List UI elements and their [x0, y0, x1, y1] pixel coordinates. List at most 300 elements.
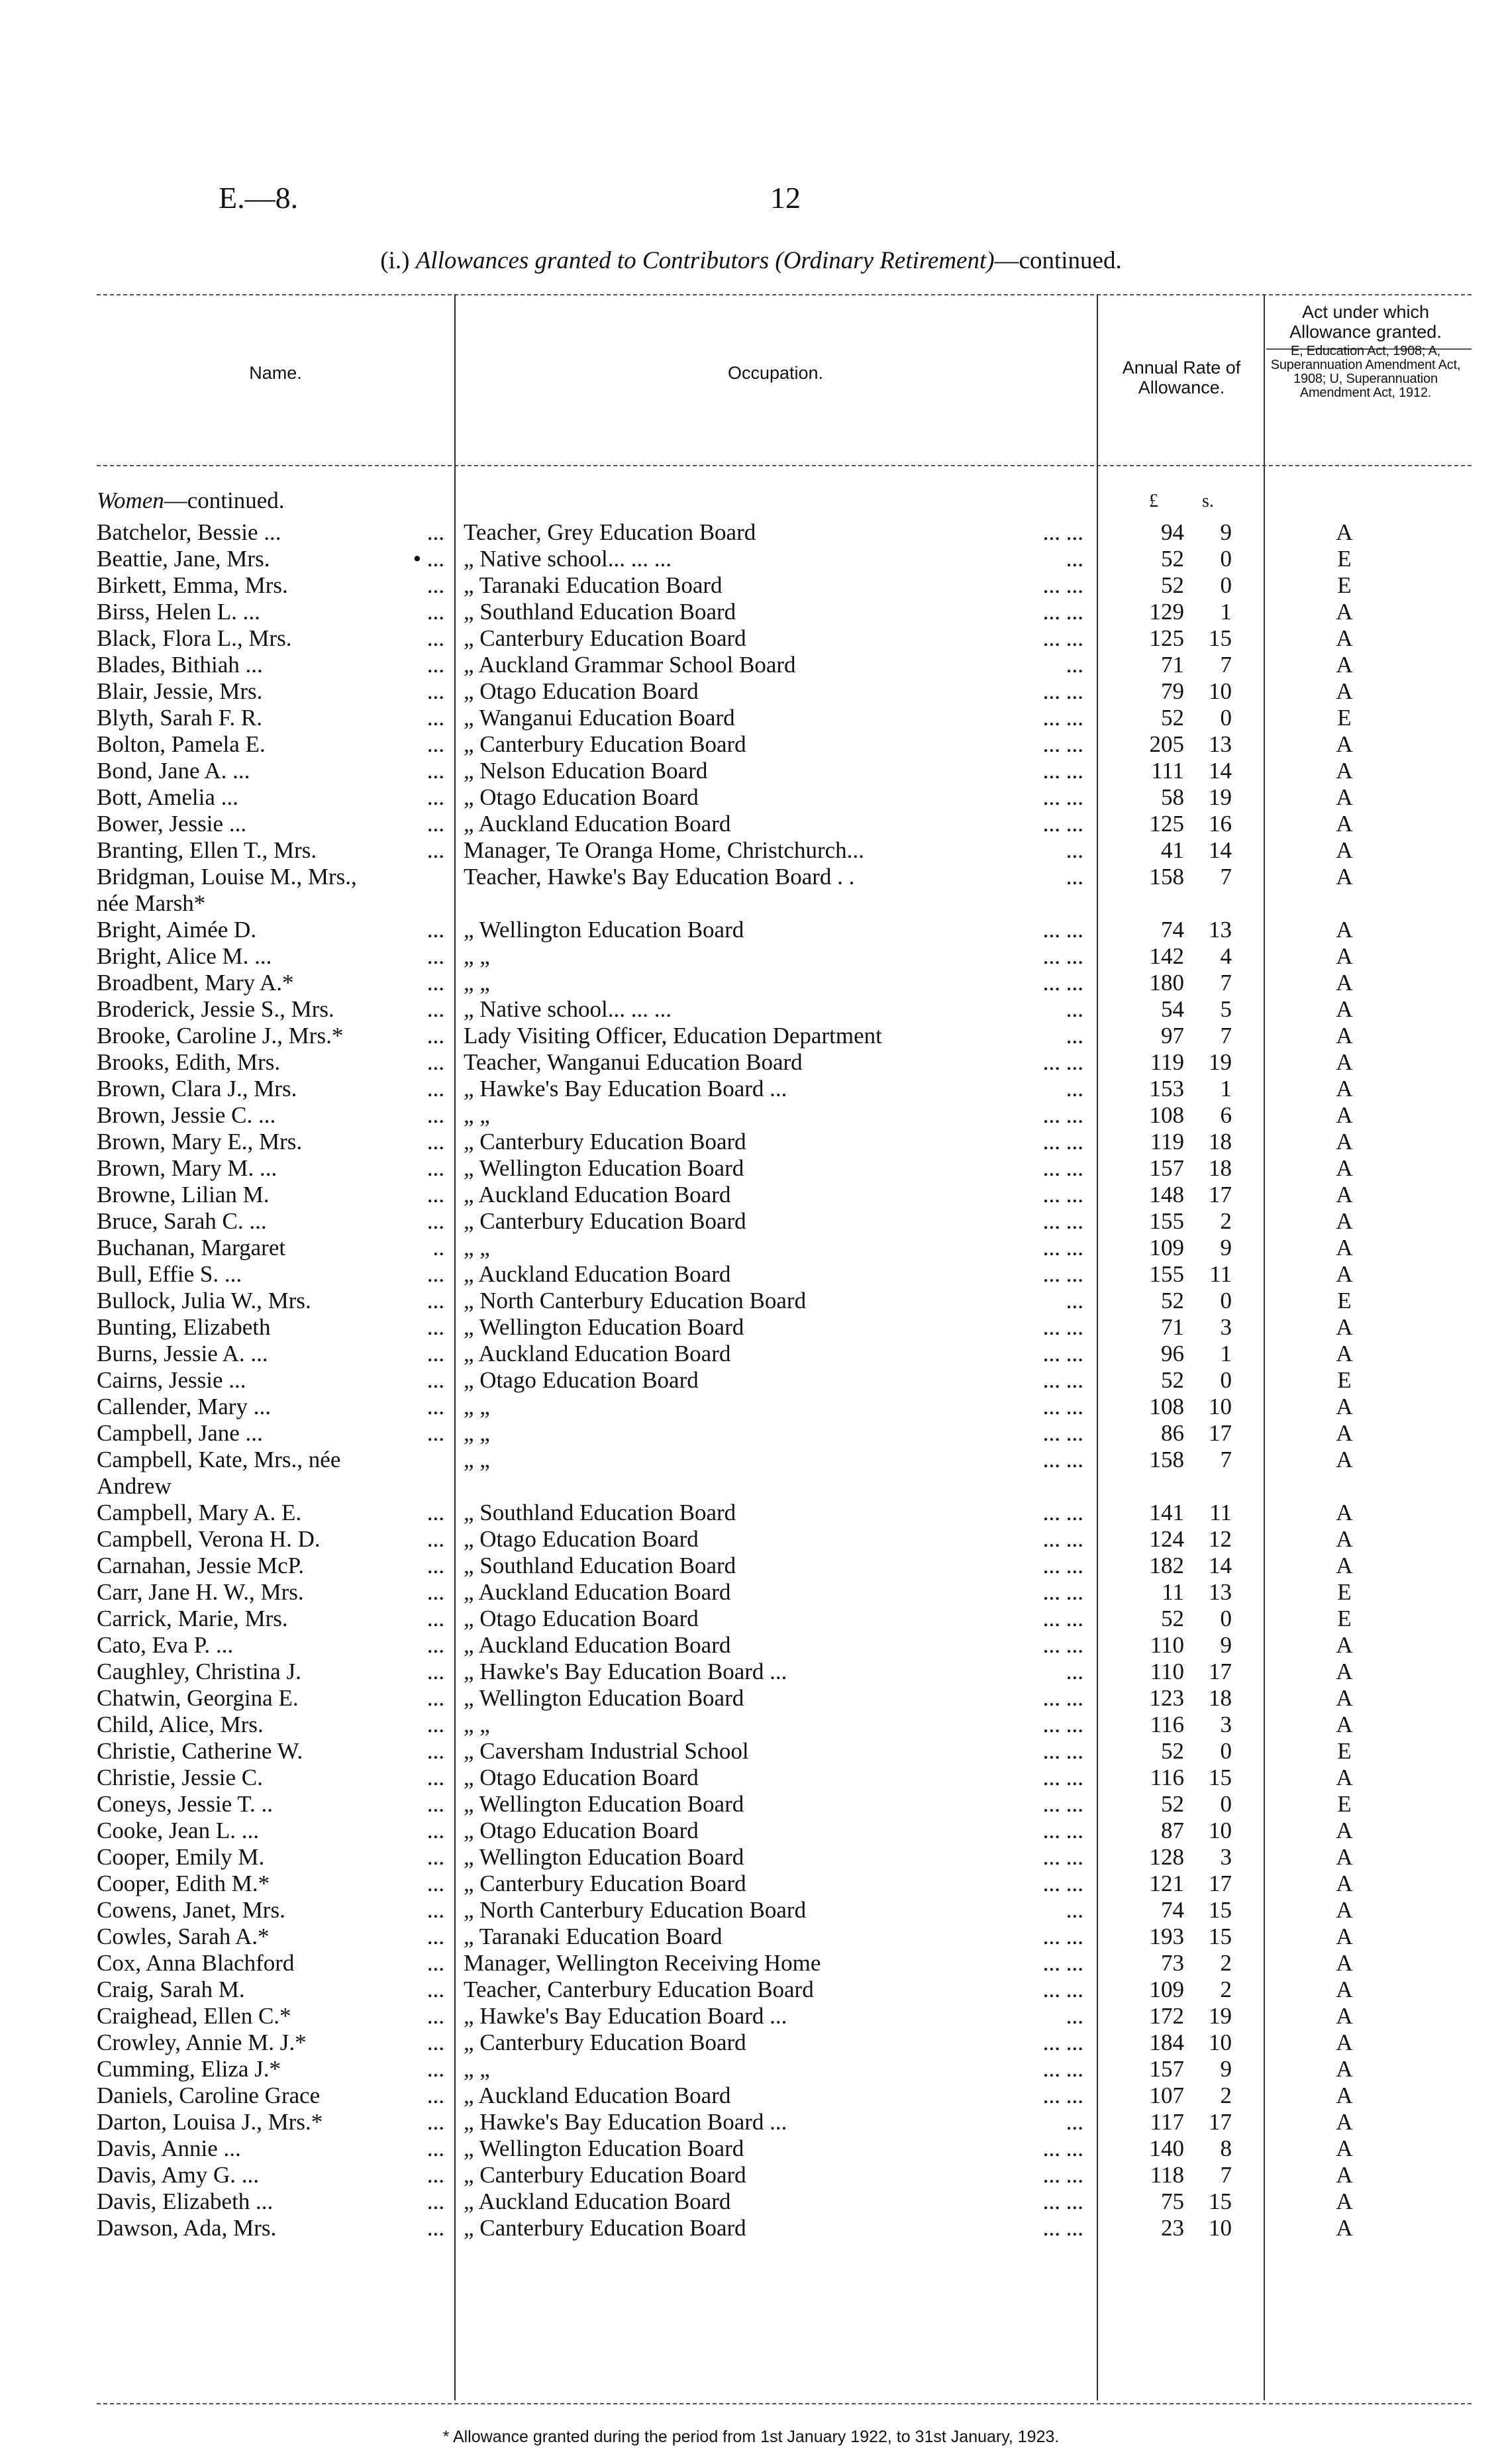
table-row [0, 917, 1502, 943]
occupation-text: „ Auckland Education Board [464, 1261, 731, 1287]
occupation-leader: ... ... [1042, 943, 1083, 969]
section-heading [97, 488, 285, 514]
occupation-text: Teacher, Wanganui Education Board [464, 1049, 803, 1075]
name-text: Bower, Jessie ... [97, 811, 247, 837]
occupation-text: „ „ [464, 1712, 490, 1737]
occupation-text: „ Wanganui Education Board [464, 705, 735, 731]
name-leader: ... [426, 1685, 444, 1711]
name-leader: ... [426, 996, 444, 1022]
name-leader: ... [426, 2188, 444, 2214]
occupation-leader: ... ... [1042, 1129, 1083, 1155]
act-code: A [1336, 1023, 1353, 1049]
allowance-shillings: 10 [1209, 2029, 1232, 2055]
allowance-pounds: 116 [1150, 1712, 1184, 1737]
occupation-cell [464, 1261, 1083, 1288]
occupation-text: „ Canterbury Education Board [464, 2162, 746, 2188]
name-leader: ... [426, 519, 444, 545]
table-row [0, 1606, 1502, 1632]
name-text: Cooper, Emily M. [97, 1844, 265, 1870]
table-row [0, 652, 1502, 678]
table-row [0, 837, 1502, 864]
name-leader: ... [426, 572, 444, 598]
occupation-leader: ... ... [1042, 1208, 1083, 1234]
name-cell [97, 943, 444, 970]
allowance-pounds: 182 [1149, 1553, 1184, 1578]
table-row [0, 1394, 1502, 1420]
allowance-shillings: 17 [1209, 1182, 1232, 1207]
table-row [0, 1897, 1502, 1924]
name-text: Brooke, Caroline J., Mrs.* [97, 1023, 344, 1049]
occupation-text: „ Southland Education Board [464, 599, 736, 625]
name-cell [97, 1685, 444, 1712]
act-code: A [1336, 1261, 1353, 1287]
name-cell [97, 519, 444, 546]
allowance-pounds: 11 [1162, 1579, 1184, 1605]
table-row [0, 970, 1502, 996]
page-title [0, 246, 1502, 275]
name-cell [97, 996, 444, 1023]
table-row [0, 2215, 1502, 2241]
occupation-cell [464, 546, 1083, 572]
table-row [0, 864, 1502, 917]
occupation-text: „ Otago Education Board [464, 1818, 699, 1843]
name-cell [97, 625, 444, 652]
act-key: E, Education Act, 1908; A, Superannuation Amendment Act, 1908; U, Superannuation Amendment Act, 1912. [1270, 344, 1461, 400]
allowance-pounds: 142 [1149, 943, 1184, 969]
name-cell [97, 1765, 444, 1791]
name-text: Darton, Louisa J., Mrs.* [97, 2109, 323, 2135]
name-leader: ... [426, 837, 444, 863]
allowance-shillings: 10 [1209, 1394, 1232, 1419]
name-cell [97, 599, 444, 625]
column-header-occupation: Occupation. [727, 363, 824, 383]
occupation-cell [464, 2135, 1083, 2162]
occupation-text: „ „ [464, 1102, 490, 1128]
allowance-shillings: 14 [1209, 758, 1232, 784]
name-cell [97, 1367, 444, 1394]
occupation-leader: ... ... [1042, 1500, 1083, 1525]
allowance-shillings: 2 [1220, 1976, 1232, 2002]
occupation-leader: ... ... [1042, 1553, 1083, 1578]
occupation-text: „ Canterbury Education Board [464, 731, 746, 757]
occupation-cell [464, 1341, 1083, 1367]
occupation-leader: ... ... [1042, 1182, 1083, 1207]
allowance-pounds: 157 [1149, 2056, 1184, 2082]
occupation-cell [464, 1182, 1083, 1208]
name-cell [97, 811, 444, 837]
name-leader: ... [426, 652, 444, 678]
occupation-cell [464, 1129, 1083, 1155]
title-prefix: (i.) [380, 247, 416, 274]
act-code: A [1336, 678, 1353, 704]
occupation-text: „ Canterbury Education Board [464, 625, 746, 651]
name-cell [97, 546, 444, 572]
occupation-cell [464, 625, 1083, 652]
occupation-leader: ... ... [1042, 1447, 1083, 1472]
act-code: A [1336, 1314, 1353, 1340]
name-leader: ... [426, 1844, 444, 1870]
occupation-leader: ... ... [1042, 1712, 1083, 1737]
allowance-shillings: 15 [1209, 1897, 1232, 1923]
allowance-shillings: 9 [1220, 519, 1232, 545]
occupation-cell [464, 572, 1083, 599]
allowance-shillings: 9 [1220, 1632, 1232, 1658]
allowance-shillings: 15 [1209, 625, 1232, 651]
name-leader: ... [426, 917, 444, 943]
allowance-pounds: 140 [1149, 2135, 1184, 2161]
occupation-cell [464, 1871, 1083, 1897]
name-leader: • ... [413, 546, 444, 572]
name-leader: ... [426, 1606, 444, 1631]
occupation-text: Lady Visiting Officer, Education Department [464, 1023, 882, 1049]
table-row [0, 1261, 1502, 1288]
occupation-cell [464, 1367, 1083, 1394]
table-row [0, 1341, 1502, 1367]
allowance-shillings: 3 [1220, 1712, 1232, 1737]
name-cell [97, 1314, 444, 1341]
act-code: A [1336, 1500, 1353, 1525]
occupation-text: „ Auckland Education Board [464, 1182, 731, 1207]
occupation-cell [464, 1155, 1083, 1182]
act-code: E [1337, 705, 1352, 731]
occupation-text: „ „ [464, 2056, 490, 2082]
allowance-pounds: 108 [1149, 1394, 1184, 1419]
act-header-line1: Act under which [1301, 302, 1430, 322]
allowance-shillings: 0 [1220, 705, 1232, 731]
name-leader: ... [426, 970, 444, 996]
table-row [0, 1049, 1502, 1076]
name-cell [97, 1659, 444, 1685]
act-code: E [1337, 1791, 1352, 1817]
name-text: Black, Flora L., Mrs. [97, 625, 292, 651]
column-header-act [1266, 302, 1465, 400]
table-row [0, 811, 1502, 837]
occupation-leader: ... ... [1042, 2135, 1083, 2161]
allowance-pounds: 153 [1149, 1076, 1184, 1102]
occupation-cell [464, 2162, 1083, 2188]
occupation-cell [464, 784, 1083, 811]
name-text: Child, Alice, Mrs. [97, 1712, 264, 1737]
name-leader: ... [426, 784, 444, 810]
occupation-leader: ... ... [1042, 599, 1083, 625]
table-row [0, 996, 1502, 1023]
name-text: Davis, Annie ... [97, 2135, 241, 2161]
name-cell [97, 1526, 444, 1553]
occupation-leader: ... ... [1042, 1765, 1083, 1790]
table-row [0, 1976, 1502, 2003]
act-header-line2: Allowance granted. [1289, 322, 1442, 342]
allowance-shillings: 15 [1209, 1765, 1232, 1790]
occupation-leader: ... ... [1042, 731, 1083, 757]
act-code: A [1336, 1659, 1353, 1684]
name-text: Coneys, Jessie T. .. [97, 1791, 274, 1817]
occupation-leader: ... ... [1042, 1871, 1083, 1896]
table-row [0, 2003, 1502, 2029]
name-text: Cowens, Janet, Mrs. [97, 1897, 285, 1923]
act-code: E [1337, 546, 1352, 572]
occupation-text: „ Wellington Education Board [464, 917, 744, 943]
name-leader: ... [426, 1314, 444, 1340]
occupation-leader: ... ... [1042, 2029, 1083, 2055]
table-row [0, 1844, 1502, 1871]
allowance-shillings: 4 [1220, 943, 1232, 969]
act-code: A [1336, 970, 1353, 996]
occupation-text: Teacher, Grey Education Board [464, 519, 756, 545]
occupation-leader: ... [1066, 546, 1083, 572]
allowance-shillings: 5 [1220, 996, 1232, 1022]
occupation-text: „ North Canterbury Education Board [464, 1288, 807, 1313]
name-cell [97, 917, 444, 943]
occupation-cell [464, 917, 1083, 943]
table-row [0, 519, 1502, 546]
table-row [0, 1738, 1502, 1765]
occupation-leader: ... ... [1042, 1579, 1083, 1605]
name-text: Carrick, Marie, Mrs. [97, 1606, 288, 1631]
occupation-leader: ... ... [1042, 1924, 1083, 1949]
name-text: Christie, Catherine W. [97, 1738, 303, 1764]
occupation-cell [464, 1288, 1083, 1314]
title-italic: Allowances granted to Contributors (Ordinary Retirement) [415, 247, 995, 274]
occupation-text: „ „ [464, 1235, 490, 1260]
table-row [0, 1076, 1502, 1102]
table-row [0, 2056, 1502, 2082]
allowance-shillings: 7 [1220, 1023, 1232, 1049]
name-cell [97, 1155, 444, 1182]
occupation-text: „ Otago Education Board [464, 1765, 699, 1790]
name-text: Campbell, Mary A. E. [97, 1500, 302, 1525]
allowance-pounds: 205 [1149, 731, 1184, 757]
occupation-leader: ... [1066, 2003, 1083, 2029]
name-text: Callender, Mary ... [97, 1394, 271, 1419]
name-cell [97, 970, 444, 996]
act-code: A [1336, 1526, 1353, 1552]
allowance-pounds: 52 [1161, 1791, 1184, 1817]
name-cell [97, 2162, 444, 2188]
occupation-cell [464, 1632, 1083, 1659]
table-row [0, 2188, 1502, 2215]
name-cell [97, 1420, 444, 1447]
occupation-cell [464, 1208, 1083, 1235]
occupation-leader: ... ... [1042, 1314, 1083, 1340]
name-leader: ... [426, 1818, 444, 1843]
allowance-pounds: 119 [1150, 1129, 1184, 1155]
allowance-shillings: 1 [1220, 1341, 1232, 1366]
occupation-leader: ... ... [1042, 2082, 1083, 2108]
occupation-leader: ... ... [1042, 1791, 1083, 1817]
act-code: A [1336, 519, 1353, 545]
occupation-leader: ... ... [1042, 1738, 1083, 1764]
allowance-pounds: 52 [1161, 572, 1184, 598]
name-text: Campbell, Jane ... [97, 1420, 263, 1446]
occupation-cell [464, 1314, 1083, 1341]
occupation-text: „ Otago Education Board [464, 1526, 699, 1552]
name-cell [97, 784, 444, 811]
allowance-shillings: 0 [1220, 1606, 1232, 1631]
name-cell [97, 1129, 444, 1155]
occupation-cell [464, 2082, 1083, 2109]
act-code: A [1336, 1394, 1353, 1419]
occupation-text: „ „ [464, 970, 490, 996]
name-cell [97, 1871, 444, 1897]
occupation-leader: ... [1066, 2109, 1083, 2135]
name-leader: ... [426, 1420, 444, 1446]
occupation-cell [464, 678, 1083, 705]
name-text: Brown, Mary E., Mrs. [97, 1129, 303, 1155]
name-leader: ... [426, 943, 444, 969]
allowance-pounds: 75 [1161, 2188, 1184, 2214]
act-code: A [1336, 784, 1353, 810]
name-text: Bott, Amelia ... [97, 784, 238, 810]
act-code: A [1336, 811, 1353, 837]
occupation-cell [464, 1712, 1083, 1738]
occupation-cell [464, 1818, 1083, 1844]
table-row [0, 1632, 1502, 1659]
table-row [0, 1818, 1502, 1844]
allowance-pounds: 52 [1161, 1367, 1184, 1393]
allowance-shillings: 14 [1209, 1553, 1232, 1578]
table-row [0, 758, 1502, 784]
occupation-leader: ... ... [1042, 2188, 1083, 2214]
occupation-cell [464, 1659, 1083, 1685]
act-code: A [1336, 1420, 1353, 1446]
allowance-pounds: 128 [1149, 1844, 1184, 1870]
allowance-shillings: 13 [1209, 731, 1232, 757]
name-text: Bull, Effie S. ... [97, 1261, 242, 1287]
occupation-cell [464, 1235, 1083, 1261]
occupation-text: „ North Canterbury Education Board [464, 1897, 807, 1923]
allowance-pounds: 129 [1149, 599, 1184, 625]
occupation-leader: ... ... [1042, 758, 1083, 784]
name-text: Crowley, Annie M. J.* [97, 2029, 307, 2055]
occupation-cell [464, 1606, 1083, 1632]
table-row [0, 1712, 1502, 1738]
allowance-pounds: 157 [1149, 1155, 1184, 1181]
table-row [0, 1791, 1502, 1818]
act-code: A [1336, 996, 1353, 1022]
allowance-shillings: 19 [1209, 784, 1232, 810]
allowance-pounds: 58 [1161, 784, 1184, 810]
name-text: Cowles, Sarah A.* [97, 1924, 270, 1949]
name-leader: ... [426, 1976, 444, 2002]
pounds-unit: £ [1149, 491, 1158, 511]
occupation-cell [464, 943, 1083, 970]
name-text: Dawson, Ada, Mrs. [97, 2215, 277, 2241]
allowance-pounds: 52 [1161, 546, 1184, 572]
allowance-shillings: 18 [1209, 1685, 1232, 1711]
occupation-text: „ Canterbury Education Board [464, 1208, 746, 1234]
allowance-pounds: 141 [1149, 1500, 1184, 1525]
title-suffix: —continued. [994, 247, 1122, 274]
allowance-shillings: 15 [1209, 2188, 1232, 2214]
table-row [0, 572, 1502, 599]
act-code: A [1336, 1897, 1353, 1923]
name-text: Bright, Alice M. ... [97, 943, 272, 969]
name-leader: ... [426, 1632, 444, 1658]
occupation-text: „ Caversham Industrial School [464, 1738, 749, 1764]
occupation-leader: ... ... [1042, 2162, 1083, 2188]
act-code: A [1336, 2003, 1353, 2029]
occupation-cell [464, 2003, 1083, 2029]
name-leader: ... [426, 2082, 444, 2108]
name-leader: ... [426, 731, 444, 757]
table-row [0, 2135, 1502, 2162]
occupation-text: „ Wellington Education Board [464, 2135, 744, 2161]
allowance-shillings: 18 [1209, 1129, 1232, 1155]
occupation-leader: ... ... [1042, 1632, 1083, 1658]
table-row [0, 2162, 1502, 2188]
allowance-pounds: 23 [1161, 2215, 1184, 2241]
act-code: A [1336, 837, 1353, 863]
allowance-pounds: 125 [1149, 811, 1184, 837]
table-row [0, 625, 1502, 652]
name-leader: ... [426, 599, 444, 625]
name-leader: ... [426, 1076, 444, 1102]
allowance-pounds: 155 [1149, 1261, 1184, 1287]
name-text: Broderick, Jessie S., Mrs. [97, 996, 334, 1022]
occupation-cell [464, 1500, 1083, 1526]
allowance-pounds: 119 [1150, 1049, 1184, 1075]
occupation-cell [464, 1394, 1083, 1420]
occupation-cell [464, 1076, 1083, 1102]
name-leader: ... [426, 1765, 444, 1790]
name-text: Bright, Aimée D. [97, 917, 257, 943]
occupation-leader: ... [1066, 864, 1083, 890]
occupation-cell [464, 1897, 1083, 1924]
name-text: Bridgman, Louise M., Mrs., [97, 864, 357, 890]
name-leader: ... [426, 1738, 444, 1764]
name-continuation: née Marsh* [97, 890, 206, 916]
name-cell [97, 572, 444, 599]
allowance-pounds: 96 [1161, 1341, 1184, 1366]
table-row [0, 1447, 1502, 1500]
name-leader: ... [426, 2056, 444, 2082]
allowance-shillings: 0 [1220, 1738, 1232, 1764]
allowance-shillings: 0 [1220, 1791, 1232, 1817]
name-cell [97, 1950, 444, 1976]
name-cell [97, 1288, 444, 1314]
act-code: A [1336, 2029, 1353, 2055]
name-leader: ... [426, 1049, 444, 1075]
occupation-leader: ... ... [1042, 678, 1083, 704]
act-code: A [1336, 599, 1353, 625]
occupation-leader: ... ... [1042, 917, 1083, 943]
occupation-cell [464, 1526, 1083, 1553]
act-code: A [1336, 1102, 1353, 1128]
occupation-cell [464, 2215, 1083, 2241]
name-text: Craighead, Ellen C.* [97, 2003, 291, 2029]
table-row [0, 2109, 1502, 2135]
allowance-pounds: 121 [1149, 1871, 1184, 1896]
name-leader: ... [426, 1791, 444, 1817]
name-cell [97, 1844, 444, 1871]
name-text: Chatwin, Georgina E. [97, 1685, 299, 1711]
name-leader: ... [426, 811, 444, 837]
allowance-pounds: 79 [1161, 678, 1184, 704]
name-cell [97, 1182, 444, 1208]
name-text: Campbell, Kate, Mrs., née [97, 1447, 341, 1472]
name-leader: ... [426, 1712, 444, 1737]
act-code: A [1336, 2188, 1353, 2214]
allowance-pounds: 109 [1149, 1235, 1184, 1260]
name-leader: ... [426, 758, 444, 784]
table-row [0, 1208, 1502, 1235]
name-leader: ... [426, 2003, 444, 2029]
name-leader: ... [426, 1155, 444, 1181]
act-code: A [1336, 1924, 1353, 1949]
occupation-leader: ... [1066, 1659, 1083, 1684]
table-row [0, 1526, 1502, 1553]
allowance-pounds: 54 [1161, 996, 1184, 1022]
